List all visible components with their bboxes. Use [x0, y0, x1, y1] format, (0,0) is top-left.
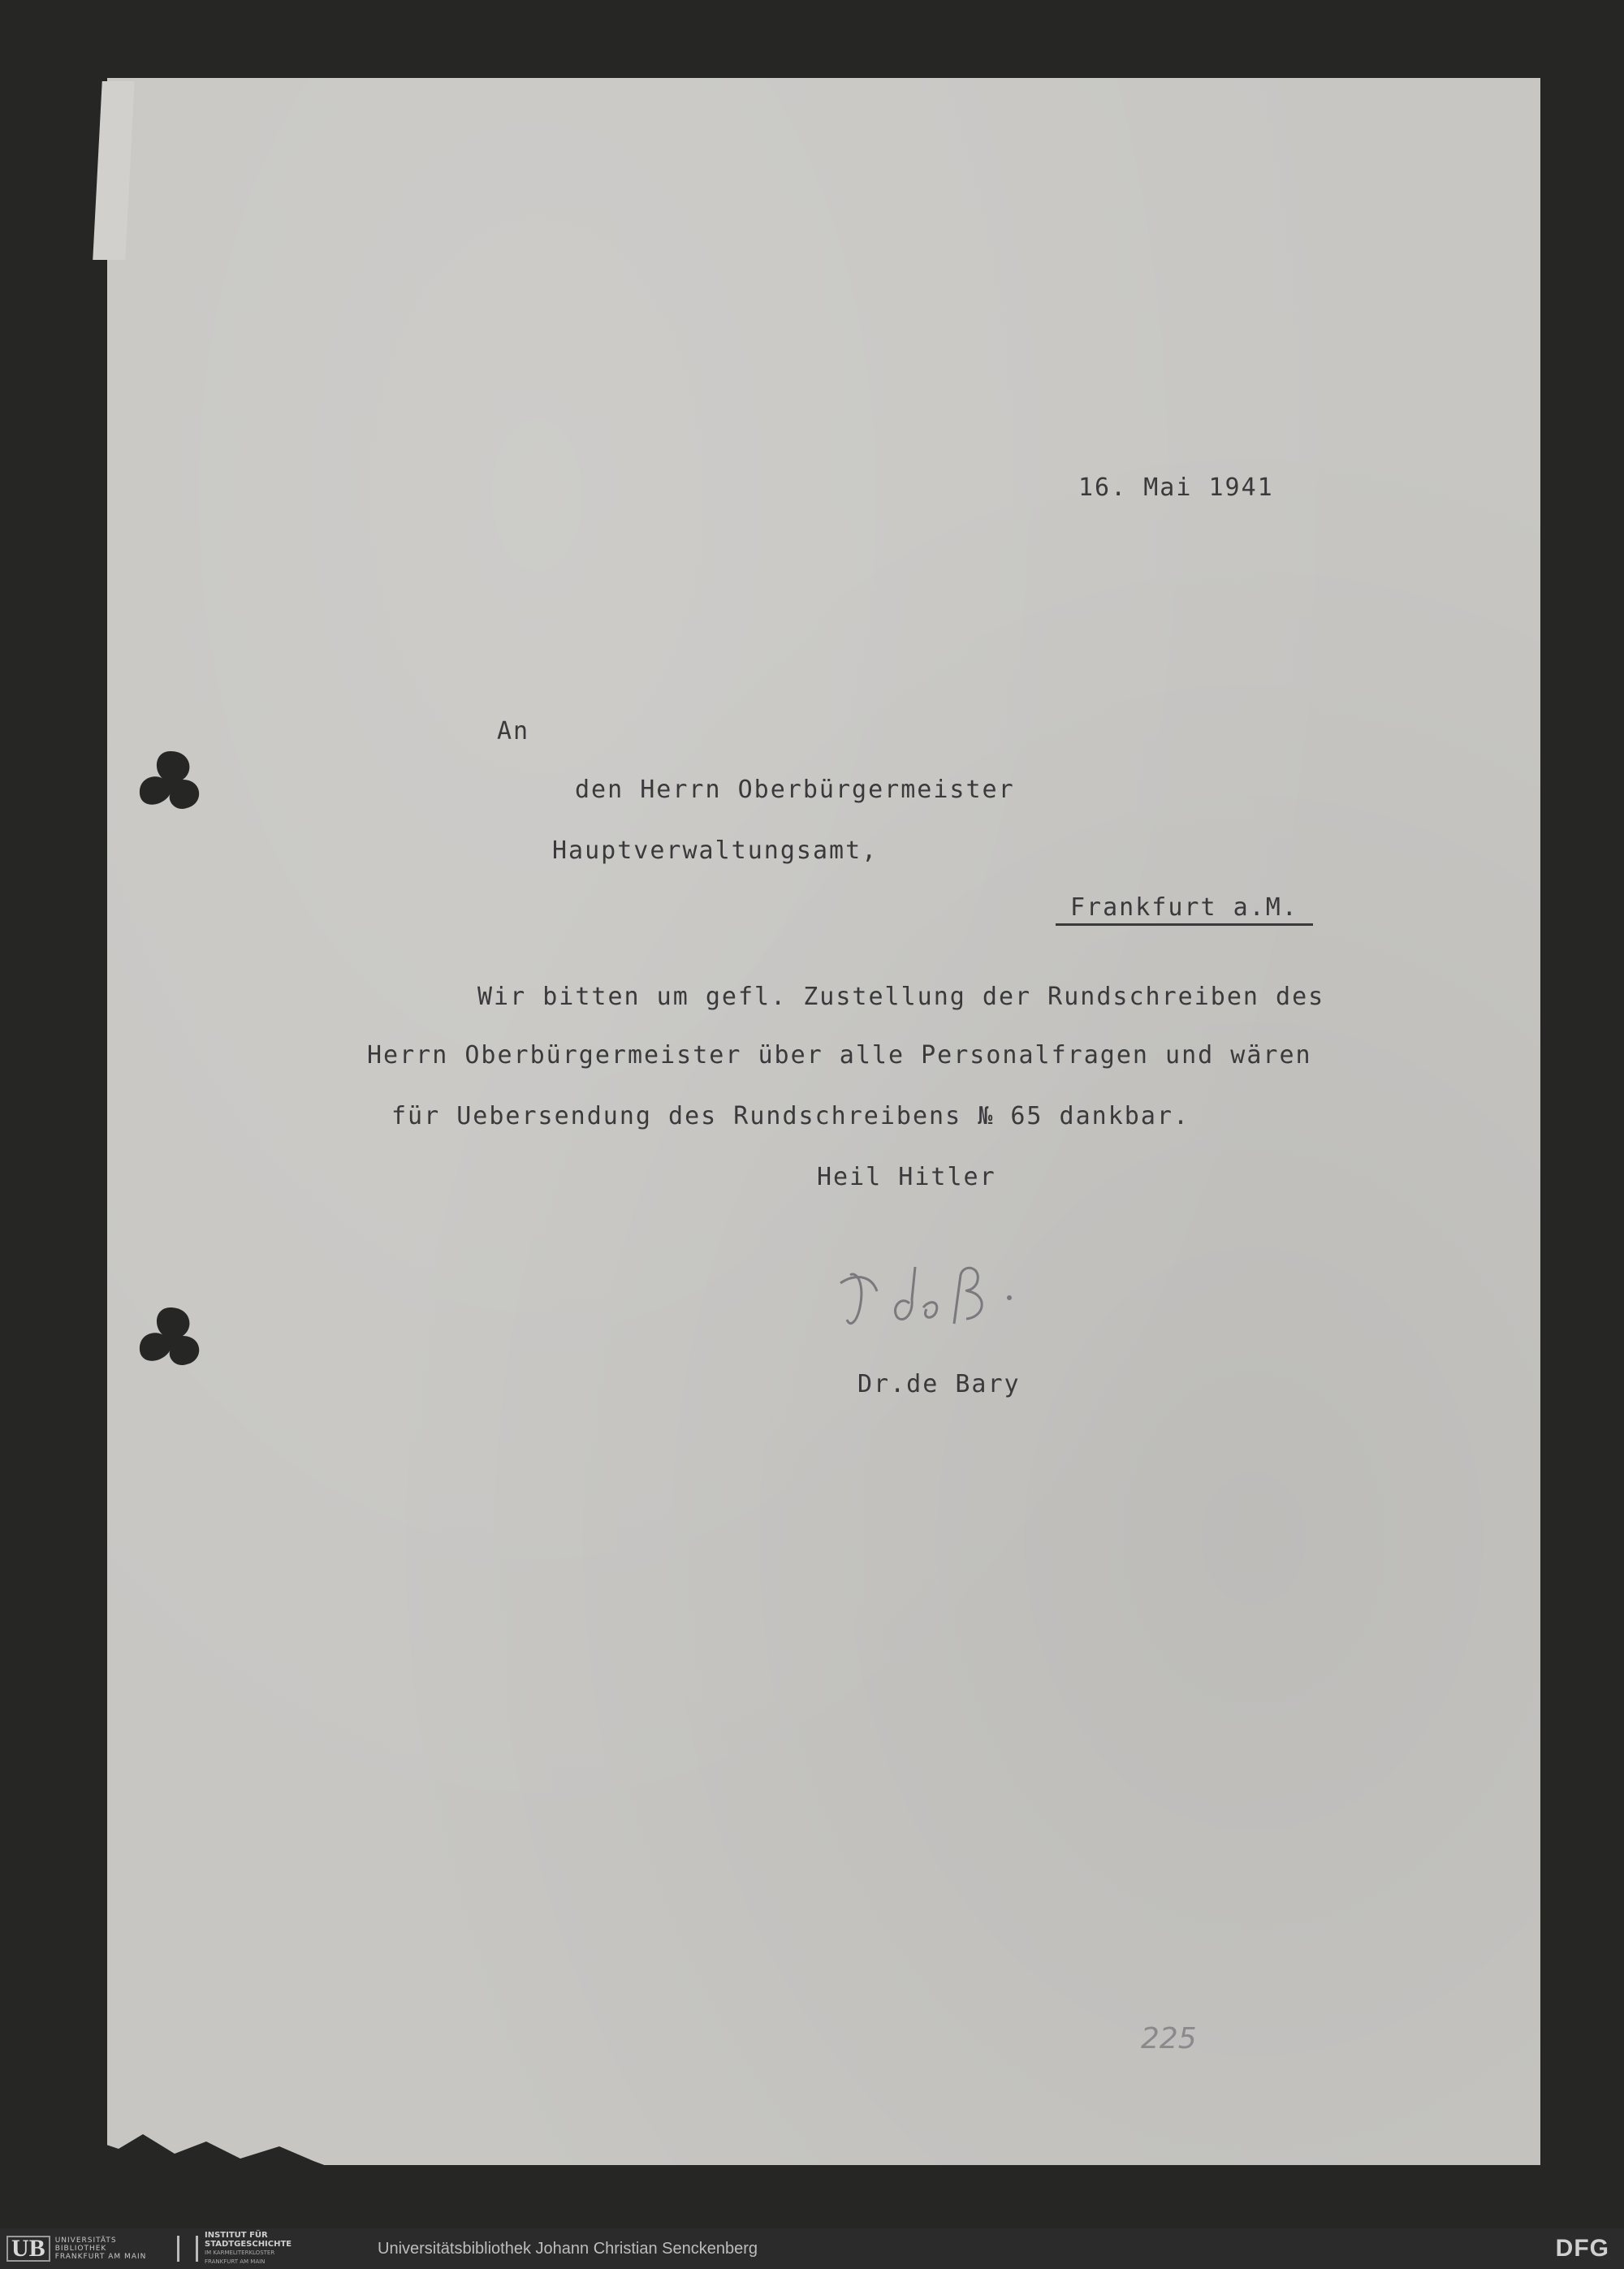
- footer-bar: [0, 2228, 1624, 2269]
- ub-mark: UB: [6, 2236, 50, 2262]
- ub-line-3: FRANKFURT AM MAIN: [54, 2253, 147, 2261]
- recipient-line-2: Hauptverwaltungsamt,: [552, 836, 879, 865]
- ub-line-2: BIBLIOTHEK: [54, 2245, 107, 2253]
- isg-line-1: INSTITUT FÜR: [205, 2231, 268, 2240]
- isg-column-icon: [177, 2236, 198, 2262]
- handwritten-signature: [832, 1251, 1043, 1340]
- recipient-prefix: An: [497, 717, 530, 746]
- library-name: Universitätsbibliothek Johann Christian Senckenberg: [378, 2240, 758, 2258]
- isg-logo: [177, 2233, 364, 2264]
- recipient-city: Frankfurt a.M.: [1056, 893, 1313, 926]
- isg-line-3: IM KARMELITERKLOSTER: [205, 2250, 275, 2256]
- body-line-1: Wir bitten um gefl. Zustellung der Rundschreiben des: [477, 983, 1325, 1011]
- punch-hole-top: [130, 743, 211, 824]
- signatory-name: Dr.de Bary: [857, 1370, 1021, 1398]
- punch-hole-bottom: [130, 1299, 211, 1381]
- isg-line-2: STADTGESCHICHTE: [205, 2240, 292, 2249]
- letter-date: 16. Mai 1941: [1078, 473, 1274, 502]
- ub-line-1: UNIVERSITÄTS: [54, 2237, 117, 2245]
- pencil-page-number: 225: [1141, 2022, 1197, 2055]
- closing-greeting: Heil Hitler: [817, 1163, 996, 1191]
- body-line-2: Herrn Oberbürgermeister über alle Personalfragen und wären: [367, 1041, 1312, 1070]
- ub-logo: [6, 2235, 161, 2263]
- body-line-3: für Uebersendung des Rundschreibens № 65 dankbar.: [391, 1102, 1190, 1130]
- dfg-logo: DFG: [1555, 2235, 1609, 2262]
- isg-line-4: FRANKFURT AM MAIN: [205, 2258, 266, 2265]
- recipient-line-1: den Herrn Oberbürgermeister: [575, 776, 1015, 804]
